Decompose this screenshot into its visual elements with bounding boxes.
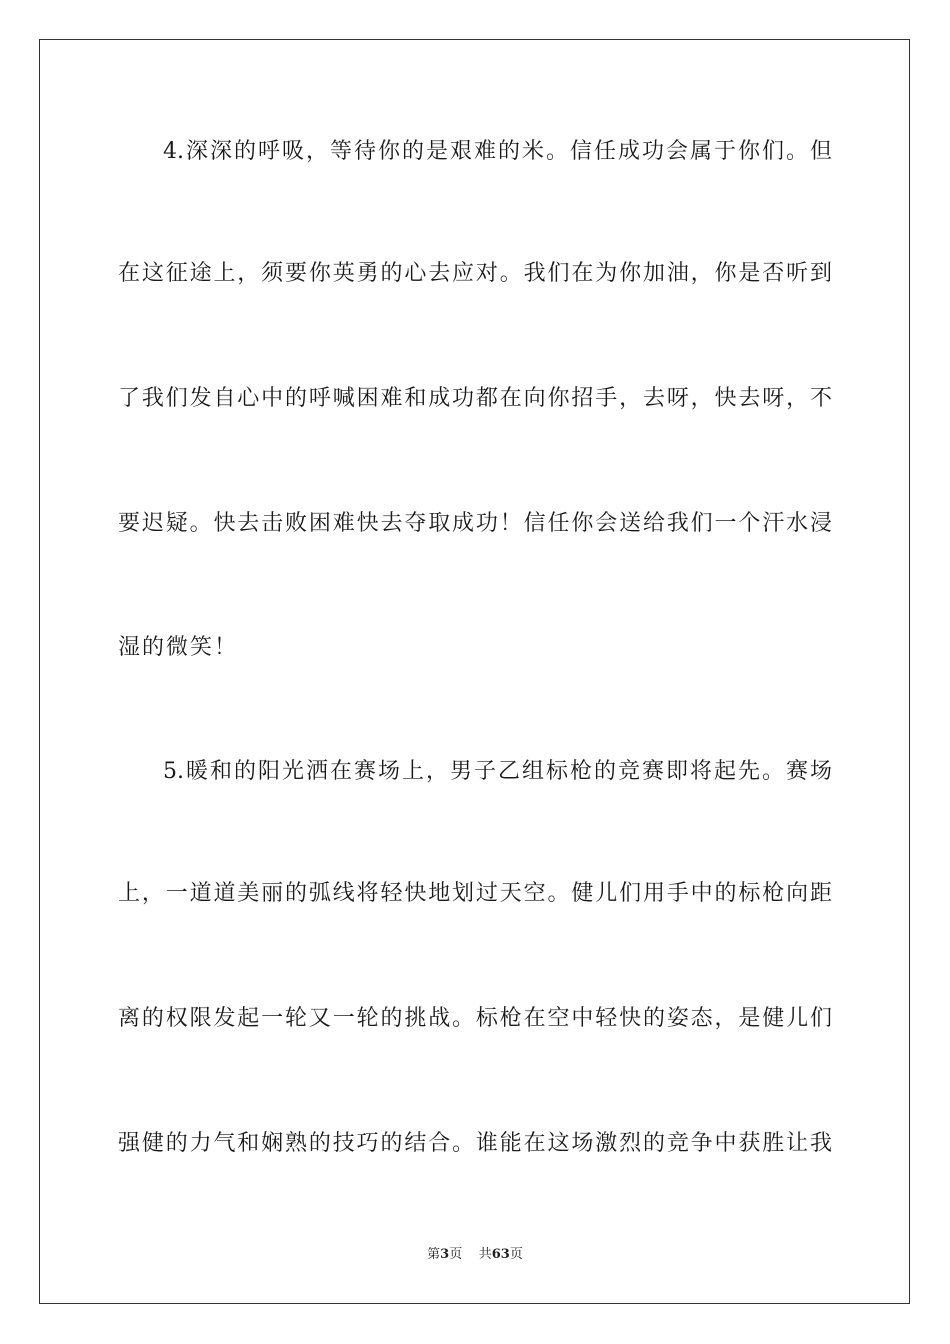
paragraph-line: 离的权限发起一轮又一轮的挑战。标枪在空中轻快的姿态，是健儿们	[118, 1006, 832, 1031]
total-pages: 63	[491, 1247, 510, 1262]
paragraph-line: 上，一道道美丽的弧线将轻快地划过天空。健儿们用手中的标枪向距	[118, 881, 832, 906]
paragraph-line: 湿的微笑！	[118, 635, 239, 660]
paragraph-line: 了我们发自心中的呼喊困难和成功都在向你招手，去呀，快去呀，不	[118, 386, 832, 411]
paragraph-line: 要迟疑。快去击败困难快去夺取成功！信任你会送给我们一个汗水浸	[118, 511, 832, 536]
paragraph-line: 4.深深的呼吸，等待你的是艰难的米。信任成功会属于你们。但	[163, 139, 832, 164]
total-prefix: 共	[478, 1247, 492, 1262]
page-suffix: 页	[449, 1247, 463, 1262]
paragraph-line: 在这征途上，须要你英勇的心去应对。我们在为你加油，你是否听到	[118, 261, 832, 286]
page-number: 3	[440, 1247, 450, 1262]
page-footer	[0, 1246, 950, 1264]
page-prefix: 第	[427, 1247, 441, 1262]
paragraph-line: 5.暖和的阳光洒在赛场上，男子乙组标枪的竞赛即将起先。赛场	[163, 759, 832, 784]
paragraph-line: 强健的力气和娴熟的技巧的结合。谁能在这场激烈的竞争中获胜让我	[118, 1131, 832, 1156]
total-suffix: 页	[509, 1247, 523, 1262]
page-border	[39, 39, 910, 1304]
